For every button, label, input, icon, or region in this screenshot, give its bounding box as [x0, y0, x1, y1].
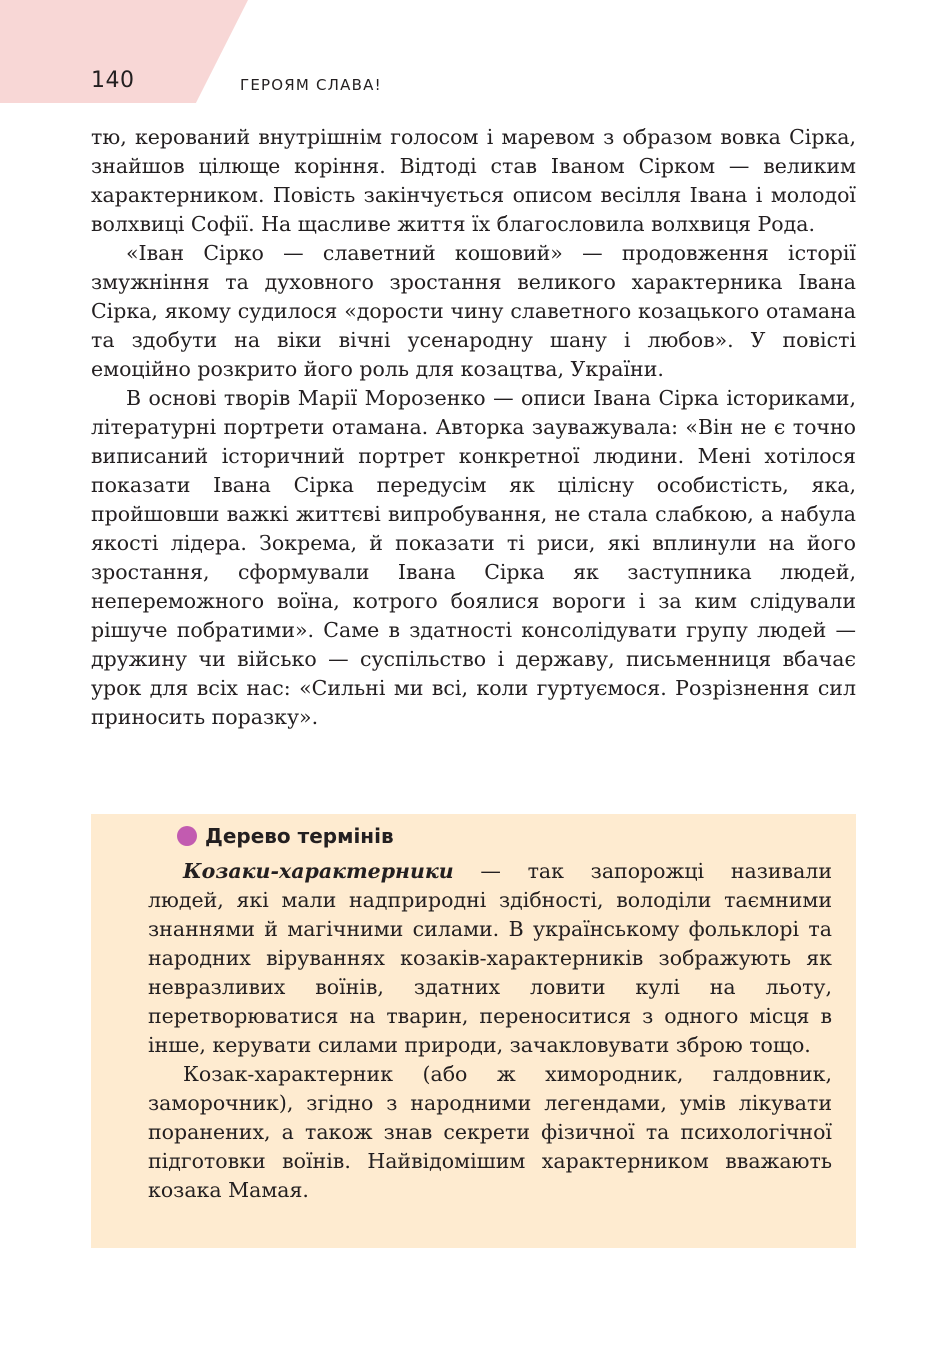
paragraph-1: тю, керований внутрішнім голосом і маревом з образом вовка Сірка, знайшов цілюще коріння. Відтоді став Іваном Сірком — великим характерником. Повість закінчується описом весілля Івана і молодої волхвиці Софії. На щасливе життя їх благословила волхвиця Рода.: [91, 125, 856, 236]
term-name: Козаки-характерники: [183, 859, 454, 883]
main-text: [91, 123, 856, 732]
terms-box: [91, 814, 856, 1248]
term-paragraph-2: Козак-характерник (або ж химородник, галдовник, заморочник), згідно з народними легендами, умів лікувати поранених, а також знав секрети фізичної та психологічної підготовки воїнів. Найвідомішим характерником вважають козака Мамая.: [148, 1062, 832, 1202]
terms-text: [148, 857, 832, 1205]
terms-heading-label: Дерево термінів: [205, 824, 394, 848]
paragraph-3: В основі творів Марії Морозенко — описи Івана Сірка істориками, літературні портрети отамана. Авторка зауважувала: «Він не є точно виписаний історичний портрет конкретної людини. Мені хотілося показати Івана Сірка передусім як цілісну особистість, яка, пройшовши важкі життєві випробування, не стала слабкою, а набула якості лідера. Зокрема, й показати ті риси, які вплинули на його зростання, сформували Івана Сірка як заступника людей, непереможного воїна, котрого боялися вороги і за ким слідували рішуче побратими». Саме в здатності консолідувати групу людей — дружину чи військо — суспільство і державу, письменниця вбачає урок для всіх нас: «Сильні ми всі, коли гуртуємося. Розрізнення сил приносить поразку».: [91, 386, 856, 729]
paragraph-2: «Іван Сірко — славетний кошовий» — продовження історії змужніння та духовного зростання великого характерника Івана Сірка, якому судилося «дорости чину славетного козацького отамана та здобути на віки вічні усенародну шану і любов». У повісті емоційно розкрито його роль для козацтва, України.: [91, 241, 856, 381]
bullet-dot-icon: [177, 826, 197, 846]
term-definition-text: — так запорожці називали людей, які мали надприродні здібності, володіли таємними знаннями й магічними силами. В українському фольклорі та народних віруваннях козаків-характерників зображують як невразливих воїнів, здатних ловити кулі на льоту, перетворюватися на тварин, переноситися з одного місця в інше, керувати силами природи, зачакловувати зброю тощо.: [148, 859, 832, 1057]
terms-heading: [177, 824, 394, 848]
running-title: ГЕРОЯМ СЛАВА!: [240, 76, 382, 94]
term-definition: [148, 857, 832, 1060]
page-number: 140: [91, 68, 135, 93]
